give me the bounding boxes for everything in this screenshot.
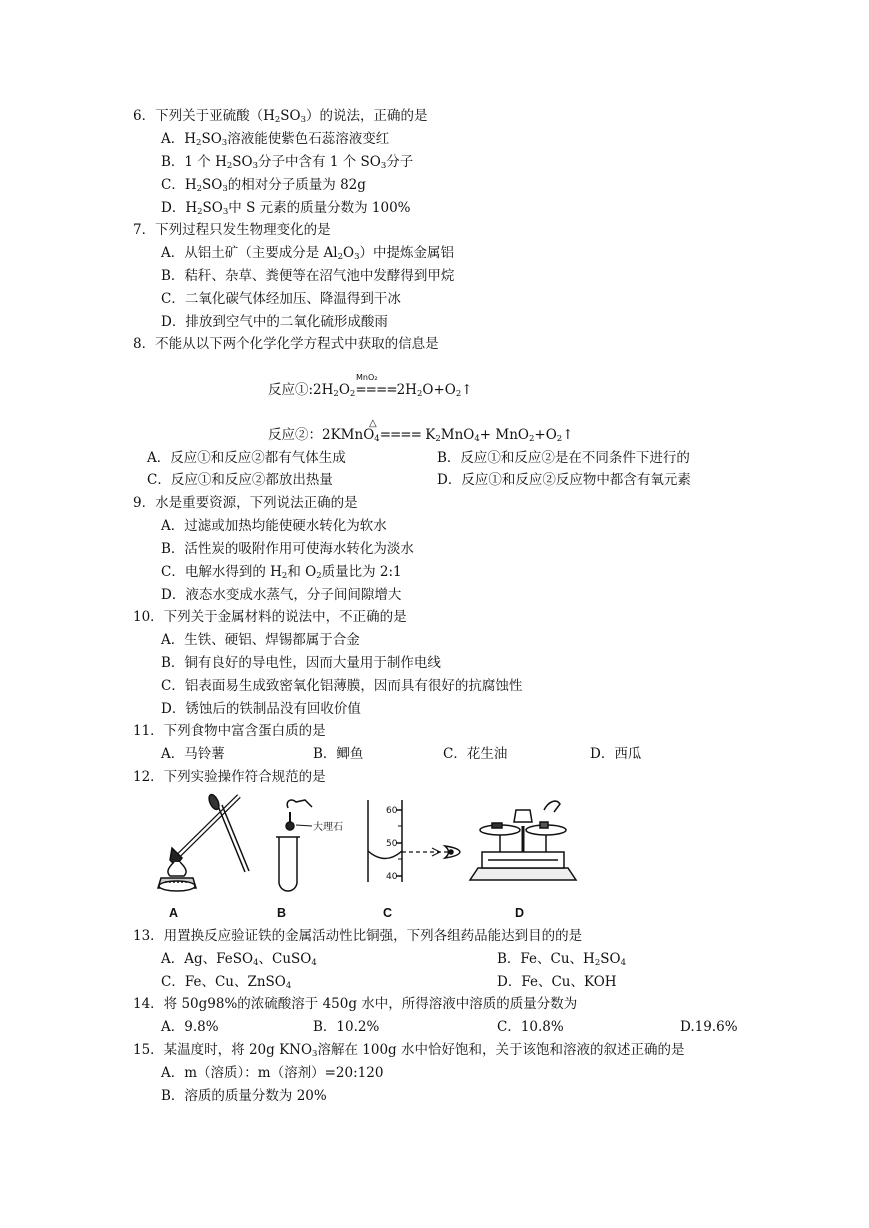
q9-option-c: C．电解水得到的 $H_2$和 $O_2$质量比为 2:1 xyxy=(161,564,402,581)
q11-option-b: B．鲫鱼 xyxy=(313,746,364,762)
q7-option-c: C．二氧化碳气体经加压、降温得到干冰 xyxy=(161,291,401,307)
reaction2-equation: 反应②：2KMnO$_4$==== $K_2MnO_4+$ $MnO_2+O_2↑$ xyxy=(268,427,574,444)
q11-option-c: C．花生油 xyxy=(443,746,508,762)
q8-option-a: A．反应①和反应②都有气体生成 xyxy=(147,450,346,466)
figure-label-a: A xyxy=(169,906,179,920)
q10-stem: 10．下列关于金属材料的说法中，不正确的是 xyxy=(133,609,407,625)
marble-label: 大理石 xyxy=(313,822,343,833)
q9-option-d: D．液态水变成水蒸气，分子间间隙增大 xyxy=(161,587,402,603)
q14-option-c: C．10.8% xyxy=(497,1019,564,1035)
q6-option-b: B．1 个 $H_2SO_3$分子中含有 1 个 $SO_3$分子 xyxy=(161,154,414,171)
figure-c-reading-cylinder xyxy=(368,800,460,882)
q6-stem: 6．下列关于亚硫酸$(H_2SO_3)$的说法，正确的是 xyxy=(133,108,428,125)
reaction1-equation: 反应$①:2H_2O_2====2H_2O+O_2↑$ xyxy=(268,382,473,399)
q9-option-b: B．活性炭的吸附作用可使海水转化为淡水 xyxy=(161,541,414,557)
figure-label-c: C xyxy=(383,906,393,920)
q14-option-b: B．10.2% xyxy=(313,1019,380,1035)
q10-option-c: C．铝表面易生成致密氧化铝薄膜，因而具有很好的抗腐蚀性 xyxy=(161,678,523,694)
q9-option-a: A．过滤或加热均能使硬水转化为软水 xyxy=(161,518,387,534)
q7-option-a: A．从铝土矿（主要成分是 $Al_2O_3$）中提炼金属铝 xyxy=(161,245,455,262)
reaction2-condition: △ xyxy=(369,418,377,429)
q11-option-d: D．西瓜 xyxy=(590,746,642,762)
q8-stem: 8．不能从以下两个化学化学方程式中获取的信息是 xyxy=(133,336,439,352)
q13-stem: 13．用置换反应验证铁的金属活动性比铜强，下列各组药品能达到目的的是 xyxy=(133,928,583,944)
reaction1-condition: MnO₂ xyxy=(356,373,378,382)
q13-option-b: B．Fe、Cu、$H_2SO_4$ xyxy=(497,951,627,968)
q6-option-c: C．$H_2SO_3$的相对分子质量为 82g xyxy=(161,177,366,194)
q6-option-a: A．$H_2SO_3$溶液能使紫色石蕊溶液变红 xyxy=(161,131,390,148)
figure-label-d: D xyxy=(515,906,525,920)
tick-60: 60 xyxy=(386,806,398,816)
q15-option-b: B．溶质的质量分数为 20% xyxy=(161,1088,327,1104)
q7-option-d: D．排放到空气中的二氧化硫形成酸雨 xyxy=(161,314,388,330)
q7-stem: 7．下列过程只发生物理变化的是 xyxy=(133,222,331,238)
tick-40: 40 xyxy=(386,872,398,882)
q14-stem: 14．将 50g98%的浓硫酸溶于 450g 水中，所得溶液中溶质的质量分数为 xyxy=(133,996,578,1012)
q8-option-c: C．反应①和反应②都放出热量 xyxy=(147,472,333,488)
q11-stem: 11．下列食物中富含蛋白质的是 xyxy=(133,723,326,739)
q6-option-d: D．$H_2SO_3$中 S 元素的质量分数为 100% xyxy=(161,200,411,217)
q13-option-a: A．Ag、FeSO$_4$、CuSO$_4$ xyxy=(161,951,317,968)
q14-option-a: A．9.8% xyxy=(161,1019,219,1035)
q10-option-a: A．生铁、硬铝、焊锡都属于合金 xyxy=(161,632,360,648)
q13-option-d: D．Fe、Cu、KOH xyxy=(497,974,617,990)
tick-50: 50 xyxy=(386,839,398,849)
q9-stem: 9．水是重要资源，下列说法正确的是 xyxy=(133,495,358,511)
figure-b-adding-marble xyxy=(276,800,312,891)
q10-option-d: D．锈蚀后的铁制品没有回收价值 xyxy=(161,701,361,717)
q7-option-b: B．秸秆、杂草、粪便等在沼气池中发酵得到甲烷 xyxy=(161,268,455,284)
q15-option-a: A．m（溶质）：m（溶剂）=20:120 xyxy=(161,1065,384,1081)
q8-option-b: B．反应①和反应②是在不同条件下进行的 xyxy=(437,450,690,466)
figure-d-balance xyxy=(470,801,576,880)
q13-option-c: C．Fe、Cu、ZnSO$_4$ xyxy=(161,974,292,991)
figure-a-heating-test-tube xyxy=(158,793,249,891)
q10-option-b: B．铜有良好的导电性，因而大量用于制作电线 xyxy=(161,655,441,671)
q15-stem: 15．某温度时，将 20g $KNO_3$溶解在 100g 水中恰好饱和，关于该饱和溶液的叙述正确的是 xyxy=(133,1042,685,1059)
q14-option-d: D.19.6% xyxy=(680,1019,738,1035)
q11-option-a: A．马铃薯 xyxy=(161,746,225,762)
q8-option-d: D．反应①和反应②反应物中都含有氧元素 xyxy=(437,472,691,488)
figure-label-b: B xyxy=(277,906,287,920)
q12-stem: 12．下列实验操作符合规范的是 xyxy=(133,769,326,785)
